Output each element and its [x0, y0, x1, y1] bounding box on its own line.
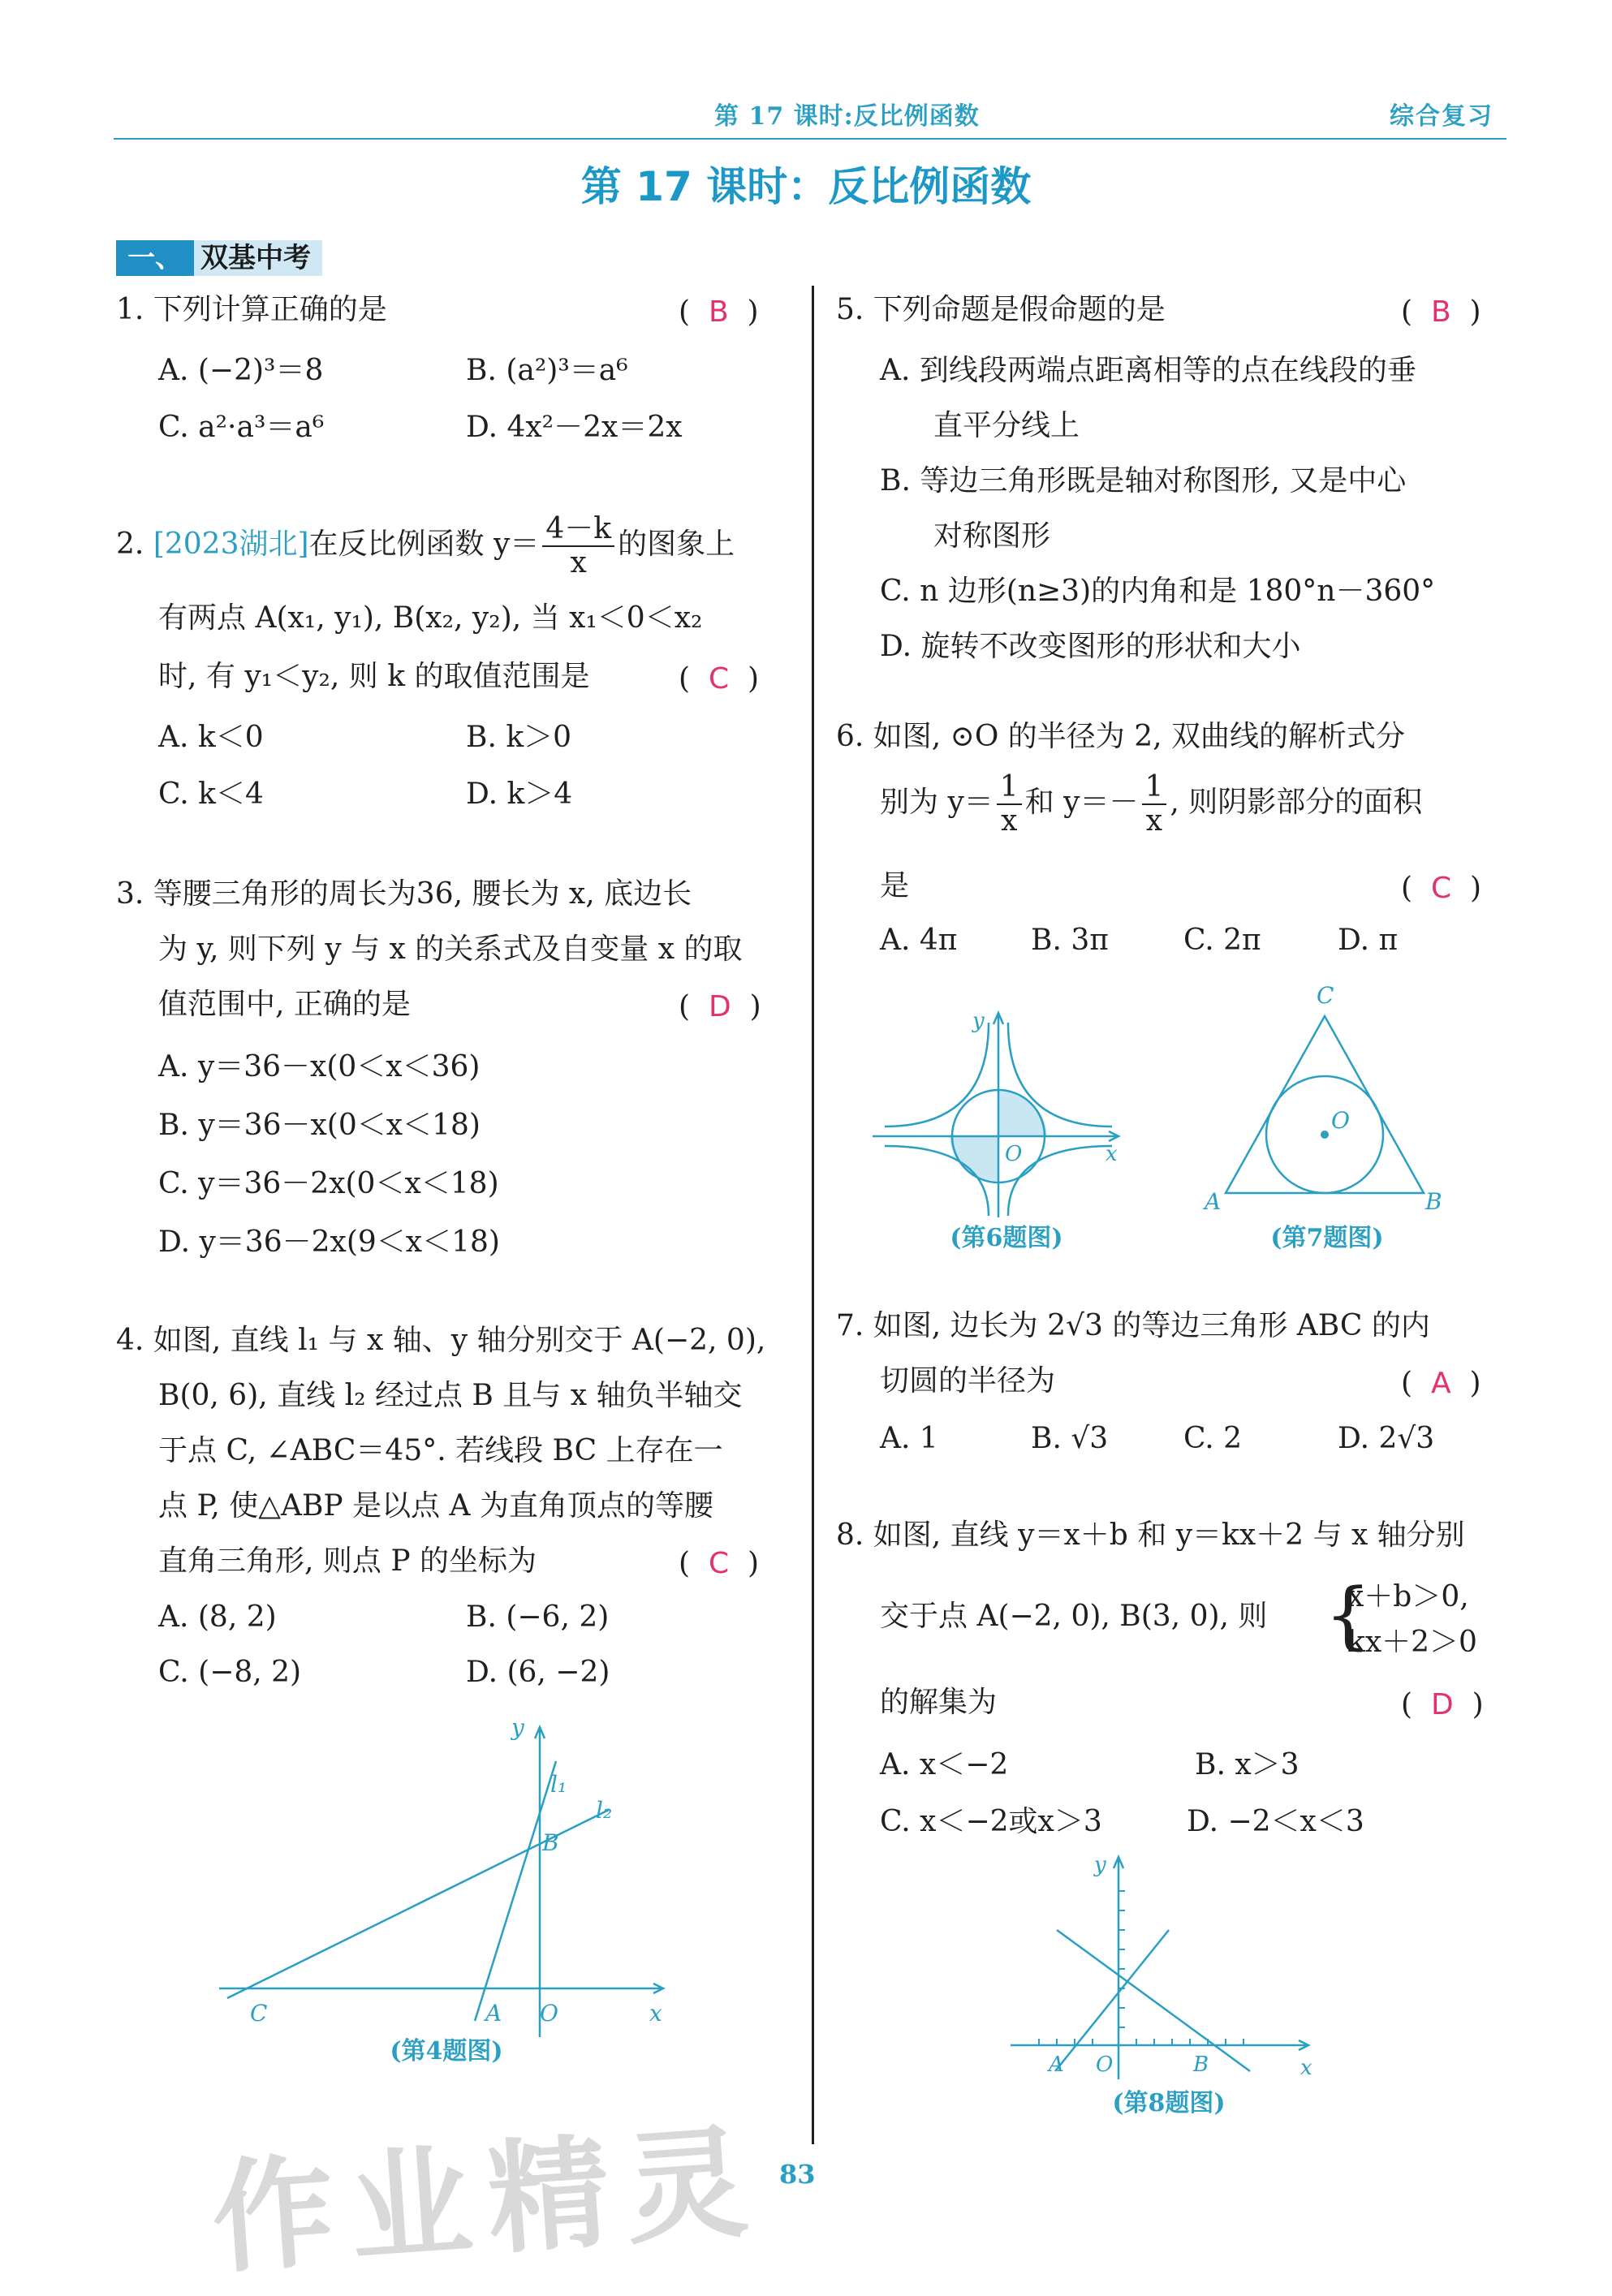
q8-option-b: B. x＞3: [1195, 1748, 1300, 1781]
q3-option-c: C. y＝36－2x(0＜x＜18): [158, 1167, 499, 1200]
q4-line3: 于点 C, ∠ABC＝45°. 若线段 BC 上存在一: [158, 1434, 723, 1467]
q1-option-d: D. 4x²－2x＝2x: [466, 411, 683, 444]
q8-figure: [1006, 1842, 1331, 2102]
q6-line2: [880, 771, 1422, 838]
q1-option-b: B. (a²)³＝a⁶: [466, 354, 628, 387]
q6-f2-num: 1: [1142, 771, 1167, 805]
q8-system-eq2: kx＋2＞0: [1347, 1626, 1477, 1659]
q8-label-O: O: [1096, 2053, 1114, 2077]
q8-option-c: C. x＜−2或x＞3: [880, 1805, 1102, 1838]
q5-stem: 5. 下列命题是假命题的是: [836, 293, 1166, 326]
q4-line2: B(0, 6), 直线 l₂ 经过点 B 且与 x 轴负半轴交: [158, 1379, 743, 1412]
q7-answer: A: [1430, 1367, 1451, 1400]
paren-close: ): [747, 1547, 760, 1580]
q4-option-c: C. (−8, 2): [158, 1656, 302, 1689]
q6-line2c: , 则阴影部分的面积: [1170, 786, 1423, 819]
q4-label-A: A: [485, 2000, 502, 2027]
paren-close: ): [1469, 872, 1482, 905]
paren-close: ): [747, 295, 759, 329]
q6-hyperbola-q2: [885, 1023, 989, 1126]
q7-option-d: D. 2√3: [1338, 1422, 1435, 1455]
q2-line1: [116, 513, 735, 579]
q7-label-C: C: [1317, 982, 1334, 1009]
q6-f2-den: x: [1145, 804, 1163, 838]
q2-source: [2023湖北]: [153, 528, 309, 561]
q2-line2: 有两点 A(x₁, y₁), B(x₂, y₂), 当 x₁＜0＜x₂: [158, 601, 703, 635]
paren-open: (: [1401, 1367, 1413, 1400]
q8-caption: (第8题图): [1112, 2089, 1226, 2117]
paren-close: ): [1472, 1688, 1484, 1721]
q8-x-ticks: [1039, 1891, 1243, 2045]
q5-answer: B: [1430, 295, 1451, 329]
q1-option-a: A. (−2)³＝8: [158, 354, 324, 387]
q2-line3: 时, 有 y₁＜y₂, 则 k 的取值范围是: [158, 660, 590, 693]
q8-label-x: x: [1300, 2056, 1312, 2080]
q6-answer: C: [1430, 872, 1452, 905]
q8-line-y-eq-kx-plus-2: [1057, 1930, 1250, 2071]
q6-line1: 6. 如图, ⊙O 的半径为 2, 双曲线的解析式分: [836, 720, 1406, 753]
q4-caption: (第4题图): [390, 2037, 503, 2066]
q2-option-b: B. k＞0: [466, 721, 572, 754]
q6-f1-num: 1: [997, 771, 1022, 805]
q5-option-c: C. n 边形(n≥3)的内角和是 180°n－360°: [880, 575, 1436, 608]
q2-fraction: [542, 513, 614, 579]
q3-line2: 为 y, 则下列 y 与 x 的关系式及自变量 x 的取: [158, 933, 743, 966]
q3-option-d: D. y＝36－2x(9＜x＜18): [158, 1226, 500, 1259]
q4-label-l2: l₂: [596, 1797, 613, 1824]
q4-answer: C: [708, 1547, 730, 1580]
q7-option-b: B. √3: [1031, 1422, 1109, 1455]
q8-answer-box: [1401, 1688, 1484, 1721]
q5-option-b-line2: 对称图形: [933, 519, 1051, 553]
q7-label-O: O: [1331, 1107, 1350, 1134]
q1-option-c: C. a²·a³＝a⁶: [158, 411, 325, 444]
q4-line5: 直角三角形, 则点 P 的坐标为: [158, 1544, 537, 1578]
q5-option-b-line1: B. 等边三角形既是轴对称图形, 又是中心: [880, 464, 1407, 498]
q2-answer: C: [708, 662, 730, 696]
q8-label-A: A: [1049, 2053, 1064, 2077]
q3-option-b: B. y＝36－x(0＜x＜18): [158, 1109, 481, 1142]
paren-open: (: [1401, 1688, 1413, 1721]
q2-option-a: A. k＜0: [158, 721, 264, 754]
page-number: 83: [779, 2159, 816, 2190]
paren-open: (: [679, 990, 691, 1023]
q4-line-l1: [475, 1761, 556, 2021]
q4-option-d: D. (6, −2): [466, 1656, 610, 1689]
q7-center-point: [1321, 1131, 1329, 1139]
q6-line2b: 和 y＝－: [1024, 786, 1139, 819]
q1-answer-box: [679, 295, 759, 329]
q3-option-a: A. y＝36－x(0＜x＜36): [158, 1050, 481, 1083]
q2-line1a: 在反比例函数 y＝: [308, 528, 540, 561]
paren-open: (: [1401, 872, 1413, 905]
q2-number: 2.: [116, 528, 144, 561]
column-divider: [812, 286, 814, 2144]
q7-triangle: [1226, 1016, 1424, 1193]
q7-line2: 切圆的半径为: [880, 1364, 1056, 1398]
q3-line1: 3. 等腰三角形的周长为36, 腰长为 x, 底边长: [116, 877, 692, 911]
q7-line1: 7. 如图, 边长为 2√3 的等边三角形 ABC 的内: [836, 1309, 1430, 1342]
section-heading: [116, 239, 322, 278]
q6-fraction-2: [1142, 771, 1167, 838]
q7-label-A: A: [1205, 1188, 1222, 1215]
q4-line1: 4. 如图, 直线 l₁ 与 x 轴、y 轴分别交于 A(−2, 0),: [116, 1324, 766, 1357]
paren-close: ): [747, 662, 760, 696]
q7-option-c: C. 2: [1183, 1422, 1243, 1455]
q8-system-eq1: x＋b＞0,: [1347, 1580, 1469, 1613]
q6-line2a: 别为 y＝: [880, 786, 993, 819]
q4-label-y: y: [511, 1714, 524, 1741]
q6-option-d: D. π: [1338, 924, 1399, 957]
q4-figure: [211, 1712, 682, 2053]
paren-close: ): [749, 990, 761, 1023]
header-rule: [114, 138, 1506, 140]
q8-option-a: A. x＜−2: [880, 1748, 1009, 1781]
q8-answer: D: [1430, 1688, 1454, 1721]
q2-fraction-den: x: [570, 546, 587, 579]
q6-label-x: x: [1106, 1142, 1118, 1166]
q2-fraction-num: 4－k: [542, 513, 614, 547]
q3-line3: 值范围中, 正确的是: [158, 988, 411, 1021]
q4-option-b: B. (−6, 2): [466, 1600, 610, 1634]
q6-answer-box: [1401, 872, 1481, 905]
section-number: 一、: [116, 240, 194, 276]
paren-open: (: [679, 1547, 691, 1580]
q8-line3: 的解集为: [880, 1686, 998, 1719]
page-title: 第 17 课时：反比例函数: [580, 163, 1032, 210]
q2-line1b: 的图象上: [618, 528, 735, 561]
q6-option-a: A. 4π: [880, 924, 958, 957]
q8-label-y: y: [1094, 1853, 1106, 1877]
q7-answer-box: [1401, 1367, 1481, 1400]
q8-line2: 交于点 A(−2, 0), B(3, 0), 则: [880, 1600, 1268, 1633]
q5-option-d: D. 旋转不改变图形的形状和大小: [880, 630, 1301, 663]
q3-answer: D: [708, 990, 731, 1023]
q1-answer: B: [708, 295, 729, 329]
paren-open: (: [1401, 295, 1413, 329]
q6-option-c: C. 2π: [1183, 924, 1261, 957]
paren-open: (: [679, 295, 691, 329]
q2-option-c: C. k＜4: [158, 778, 264, 811]
q6-label-y: y: [972, 1009, 985, 1033]
q5-answer-box: [1401, 295, 1481, 329]
q7-figure: [1193, 974, 1485, 1226]
q4-label-O: O: [540, 2000, 558, 2027]
q7-caption: (第7题图): [1270, 1224, 1384, 1252]
q5-option-a-line2: 直平分线上: [933, 409, 1080, 442]
q2-option-d: D. k＞4: [466, 778, 573, 811]
q4-answer-box: [679, 1547, 759, 1580]
q4-label-x: x: [649, 2000, 662, 2027]
q2-answer-box: [679, 662, 759, 696]
q8-label-B: B: [1193, 2053, 1209, 2077]
q4-label-B: B: [542, 1829, 559, 1856]
paren-close: ): [1469, 1367, 1481, 1400]
running-header-section: 综合复习: [1390, 102, 1493, 131]
section-title: 双基中考: [194, 240, 322, 276]
q4-label-C: C: [250, 2000, 268, 2027]
q1-stem: 1. 下列计算正确的是: [116, 293, 387, 326]
q7-option-a: A. 1: [880, 1422, 938, 1455]
q6-fraction-1: [997, 771, 1022, 838]
q7-label-B: B: [1425, 1188, 1442, 1215]
q6-line3: 是: [880, 869, 910, 902]
q8-option-d: D. −2＜x＜3: [1187, 1805, 1364, 1838]
q3-answer-box: [679, 990, 761, 1023]
q4-label-l1: l₁: [550, 1771, 567, 1798]
q6-label-O: O: [1005, 1142, 1023, 1166]
q8-line1: 8. 如图, 直线 y＝x＋b 和 y＝kx＋2 与 x 轴分别: [836, 1518, 1465, 1552]
q6-caption: (第6题图): [950, 1224, 1063, 1252]
q6-f1-den: x: [1001, 804, 1018, 838]
paren-open: (: [679, 662, 691, 696]
q4-line4: 点 P, 使△ABP 是以点 A 为直角顶点的等腰: [158, 1489, 713, 1523]
paren-close: ): [1469, 295, 1481, 329]
q5-option-a-line1: A. 到线段两端点距离相等的点在线段的垂: [880, 354, 1416, 387]
q4-option-a: A. (8, 2): [158, 1600, 277, 1634]
q6-hyperbola-q4: [1008, 1146, 1112, 1216]
q8-system-brace: {: [1325, 1573, 1372, 1658]
q6-option-b: B. 3π: [1031, 924, 1109, 957]
q6-figure: [868, 998, 1136, 1226]
watermark: 作业精灵: [207, 2111, 769, 2291]
running-header-lesson: 第 17 课时:反比例函数: [714, 102, 980, 131]
